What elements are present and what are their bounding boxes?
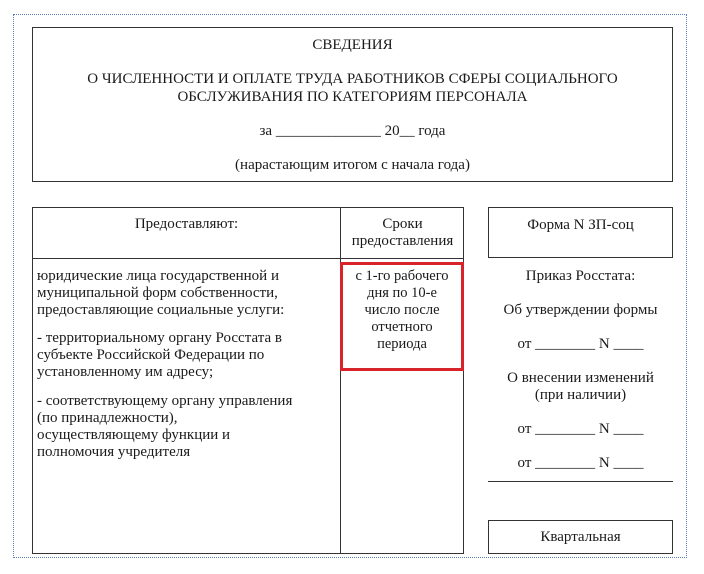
form-code: Форма N ЗП-соц: [527, 217, 634, 233]
respondents-intro-line: муниципальной форм собственности,: [37, 285, 278, 301]
form-code-box: [488, 207, 673, 258]
amendments-note: (при наличии): [534, 387, 627, 403]
amendment-date-number-1: от ________ N ____: [517, 421, 644, 437]
title-box: [32, 27, 673, 182]
deadline-line: отчетного: [371, 319, 433, 335]
recipient-2-line: осуществляющему функции и: [37, 427, 231, 443]
respondents-header: Предоставляют:: [134, 216, 239, 232]
form-subtitle-line-2: ОБСЛУЖИВАНИЯ ПО КАТЕГОРИЯМ ПЕРСОНАЛА: [177, 89, 528, 105]
form-subtitle-line-1: О ЧИСЛЕННОСТИ И ОПЛАТЕ ТРУДА РАБОТНИКОВ СФЕРЫ СОЦИАЛЬНОГО: [87, 71, 618, 87]
recipient-1-line: - территориальному органу Росстата в: [37, 330, 282, 346]
recipient-1-line: установленному им адресу;: [37, 364, 214, 380]
amendment-date-number-2: от ________ N ____: [517, 455, 644, 471]
cumulative-note: (нарастающим итогом с начала года): [235, 157, 470, 173]
respondents-cell: [37, 268, 337, 461]
order-label: Приказ Росстата:: [525, 268, 636, 284]
deadline-line: дня по 10-е: [367, 285, 437, 301]
order-panel-rule: [488, 481, 673, 482]
respondents-intro-line: юридические лица государственной и: [37, 268, 279, 284]
respondents-intro-line: предоставляющие социальные услуги:: [37, 302, 285, 318]
periodicity: Квартальная: [540, 529, 621, 545]
deadline-cell: [343, 268, 461, 353]
recipient-2-line: полномочия учредителя: [37, 444, 191, 460]
deadline-line: с 1-го рабочего: [355, 268, 449, 284]
approval-date-number: от ________ N ____: [517, 336, 644, 352]
order-panel: [488, 268, 673, 472]
table-header-divider: [32, 258, 464, 259]
amendments-label: О внесении изменений: [507, 370, 654, 386]
deadline-line: периода: [377, 336, 427, 352]
recipient-1-line: субъекте Российской Федерации по: [37, 347, 265, 363]
recipient-2-line: - соответствующему органу управления: [37, 393, 293, 409]
deadline-header-line-2: предоставления: [351, 233, 454, 249]
deadline-line: число после: [364, 302, 440, 318]
table-column-divider: [340, 207, 341, 554]
deadline-header: [341, 216, 464, 250]
periodicity-box: [488, 520, 673, 554]
approval-label: Об утверждении формы: [503, 302, 658, 318]
deadline-header-line-1: Сроки: [382, 216, 423, 232]
form-heading: СВЕДЕНИЯ: [312, 37, 393, 53]
reporting-period-line: за ______________ 20__ года: [259, 123, 446, 139]
recipient-2-line: (по принадлежности),: [37, 410, 178, 426]
